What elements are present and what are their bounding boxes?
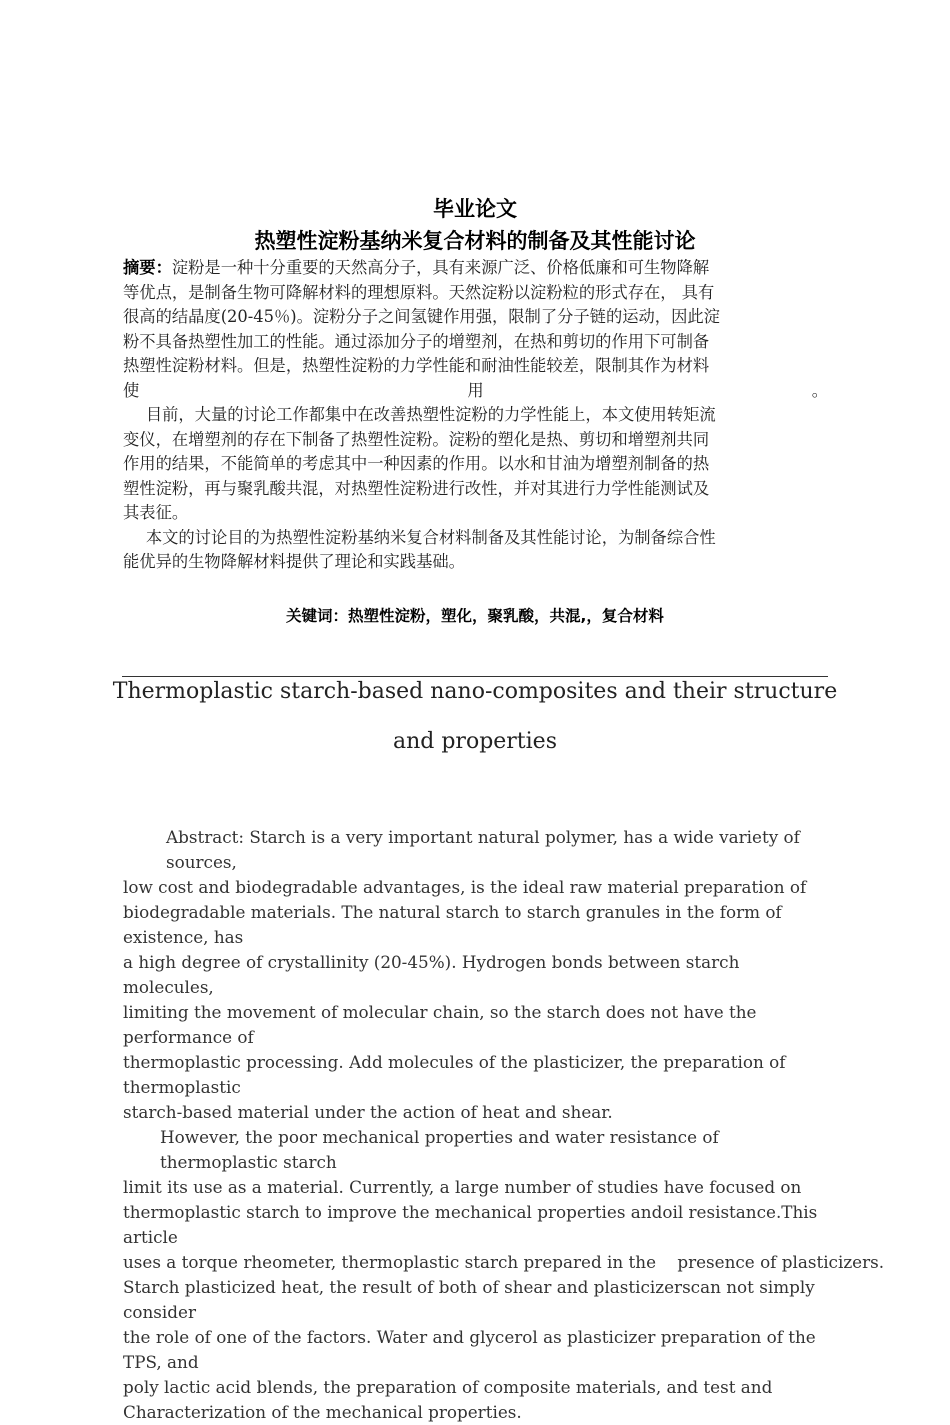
abstract-line: biodegradable materials. The natural starch to starch granules in the form of existence, has bbox=[123, 902, 782, 947]
english-title-line1: Thermoplastic starch-based nano-composites and their structure bbox=[112, 679, 838, 704]
abstract-line: a high degree of crystallinity (20-45%). Hydrogen bonds between starch molecules, bbox=[123, 952, 740, 997]
abstract-line: 很高的结晶度(20-45％)。淀粉分子之间氢键作用强，限制了分子链的运动，因此淀 bbox=[123, 307, 720, 326]
abstract-label: 摘要： bbox=[123, 258, 172, 277]
abstract-line: 粉不具备热塑性加工的性能。通过添加分子的增塑剂，在热和剪切的作用下可制备 bbox=[123, 331, 710, 351]
abstract-line-spread: 使 用 。 bbox=[123, 380, 828, 400]
abstract-line: 能优异的生物降解材料提供了理论和实践基础。 bbox=[123, 552, 465, 571]
abstract-line: poly lactic acid blends, the preparation of composite materials, and test and bbox=[123, 1377, 773, 1397]
divider bbox=[122, 676, 828, 677]
abstract-line: starch-based material under the action of heat and shear. bbox=[123, 1102, 613, 1122]
abstract-line: 变仪，在增塑剂的存在下制备了热塑性淀粉。淀粉的塑化是热、剪切和增塑剂共同 bbox=[123, 429, 710, 449]
english-title-line2: and properties bbox=[392, 729, 557, 754]
abstract-line: uses a torque rheometer, thermoplastic starch prepared in the presence of plasticizers. bbox=[123, 1252, 885, 1272]
abstract-line: 摘要：淀粉是一种十分重要的天然高分子，具有来源广泛、价格低廉和可生物降解 bbox=[123, 258, 710, 277]
abstract-line: limit its use as a material. Currently, a large number of studies have focused on bbox=[123, 1177, 802, 1197]
document-title: 毕业论文 bbox=[433, 197, 517, 221]
thesis-title: 热塑性淀粉基纳米复合材料的制备及其性能讨论 bbox=[254, 229, 696, 253]
abstract-line: the role of one of the factors. Water and glycerol as plasticizer preparation of the TPS, and bbox=[123, 1327, 816, 1372]
abstract-line: thermoplastic processing. Add molecules of the plasticizer, the preparation of thermoplastic bbox=[123, 1052, 786, 1097]
abstract-line: 作用的结果，不能简单的考虑其中一种因素的作用。以水和甘油为增塑剂制备的热 bbox=[123, 454, 710, 473]
abstract-line: Characterization of the mechanical properties. bbox=[123, 1402, 522, 1422]
abstract-line: limiting the movement of molecular chain, so the starch does not have the performance of bbox=[123, 1002, 757, 1047]
abstract-line: Starch plasticized heat, the result of both of shear and plasticizerscan not simply consider bbox=[123, 1277, 815, 1322]
abstract-line: 等优点，是制备生物可降解材料的理想原料。天然淀粉以淀粉粒的形式存在， 具有 bbox=[123, 282, 715, 302]
abstract-line: low cost and biodegradable advantages, is the ideal raw material preparation of bbox=[123, 877, 807, 897]
abstract-line: 热塑性淀粉材料。但是，热塑性淀粉的力学性能和耐油性能较差，限制其作为材料 bbox=[123, 356, 710, 375]
abstract-line: However, the poor mechanical properties and water resistance of thermoplastic starch bbox=[160, 1127, 719, 1172]
abstract-line: 塑性淀粉，再与聚乳酸共混，对热塑性淀粉进行改性，并对其进行力学性能测试及 bbox=[123, 478, 710, 498]
abstract-line: 其表征。 bbox=[123, 503, 189, 522]
abstract-line: Abstract: Starch is a very important natural polymer, has a wide variety of sources, bbox=[166, 827, 800, 872]
keywords: 关键词：热塑性淀粉，塑化，聚乳酸，共混,，复合材料 bbox=[286, 607, 664, 625]
abstract-line: 本文的讨论目的为热塑性淀粉基纳米复合材料制备及其性能讨论，为制备综合性 bbox=[145, 527, 716, 547]
english-abstract bbox=[123, 825, 885, 1425]
chinese-abstract bbox=[123, 256, 828, 575]
abstract-line: thermoplastic starch to improve the mechanical properties andoil resistance.This article bbox=[123, 1202, 818, 1247]
abstract-line: 目前，大量的讨论工作都集中在改善热塑性淀粉的力学性能上，本文使用转矩流 bbox=[145, 405, 716, 424]
